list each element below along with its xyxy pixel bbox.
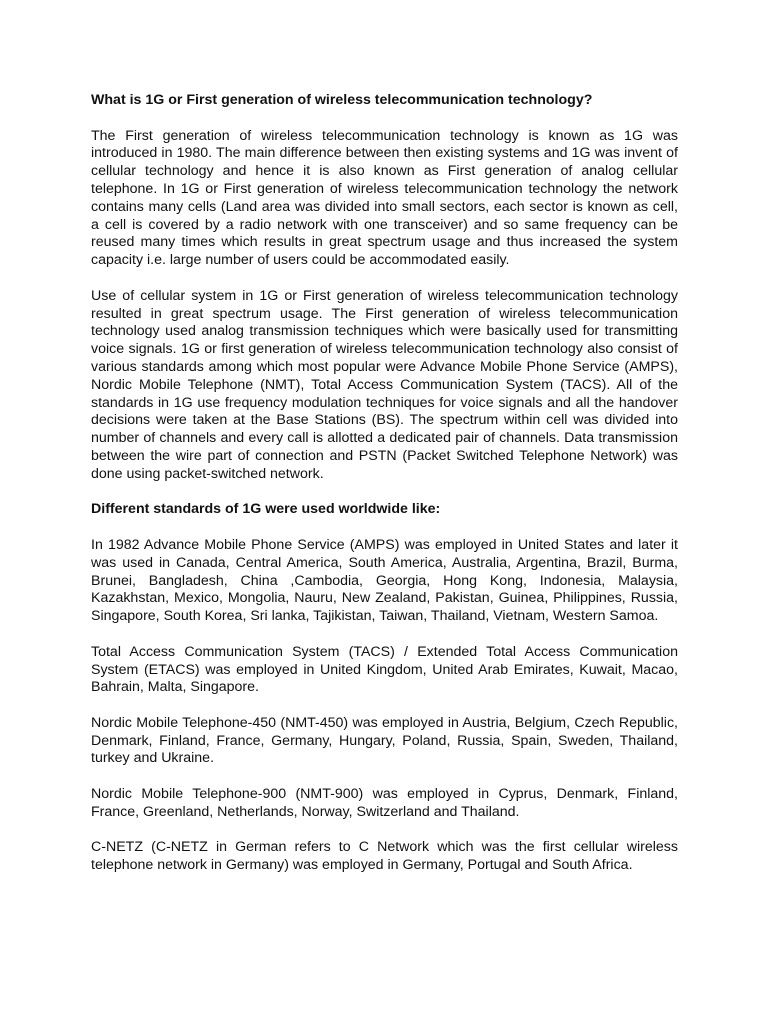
spacer xyxy=(91,697,678,715)
spacer xyxy=(91,270,678,288)
paragraph-nmt-450: Nordic Mobile Telephone-450 (NMT-450) was employed in Austria, Belgium, Czech Republic, Denmark, Finland, France, Germany, Hungary, Poland, Russia, Spain, Sweden, Thailand, turkey and Ukraine. xyxy=(91,714,678,767)
spacer xyxy=(91,519,678,537)
spacer xyxy=(91,626,678,644)
spacer xyxy=(91,110,678,128)
spacer xyxy=(91,768,678,786)
paragraph-nmt-900: Nordic Mobile Telephone-900 (NMT-900) was employed in Cyprus, Denmark, Finland, France, Greenland, Netherlands, Norway, Switzerland and Thailand. xyxy=(91,786,678,820)
paragraph-1g-introduction: The First generation of wireless telecommunication technology is known as 1G was introduced in 1980. The main difference between then existing systems and 1G was invent of cellular technology and hence it is also known as First generation of analog cellular telephone. In 1G or First generation of wireless telecommunication technology the network contains many cells (Land area was divided into small sectors, each sector is known as cell, a cell is covered by a radio network with one transceiver) and so same frequency can be reused many times which results in great spectrum usage and thus increased the system capacity i.e. large number of users could be accommodated easily. xyxy=(91,127,678,269)
paragraph-tacs: Total Access Communication System (TACS) / Extended Total Access Communication System (ETACS) was employed in United Kingdom, United Arab Emirates, Kuwait, Macao, Bahrain, Malta, Singapore. xyxy=(91,643,678,696)
paragraph-cellular-system: Use of cellular system in 1G or First generation of wireless telecommunication technology resulted in great spectrum usage. The First generation of wireless telecommunication technology used analog transmission techniques which were basically used for transmitting voice signals. 1G or first generation of wireless telecommunication technology also consist of various standards among which most popular were Advance Mobile Phone Service (AMPS), Nordic Mobile Telephone (NMT), Total Access Communication System (TACS). All of the standards in 1G use frequency modulation techniques for voice signals and all the handover decisions were taken at the Base Stations (BS). The spectrum within cell was divided into number of channels and every call is allotted a dedicated pair of channels. Data transmission between the wire part of connection and PSTN (Packet Switched Telephone Network) was done using packet-switched network. xyxy=(91,287,678,482)
paragraph-amps: In 1982 Advance Mobile Phone Service (AMPS) was employed in United States and later it was used in Canada, Central America, South America, Australia, Argentina, Brazil, Burma, Brunei, Bangladesh, China ,Cambodia, Georgia, Hong Kong, Indonesia, Malaysia, Kazakhstan, Mexico, Mongolia, Nauru, New Zealand, Pakistan, Guinea, Philippines, Russia, Singapore, South Korea, Sri lanka, Tajikistan, Taiwan, Thailand, Vietnam, Western Samoa. xyxy=(91,536,678,625)
spacer xyxy=(91,484,678,502)
heading-what-is-1g: What is 1G or First generation of wireless telecommunication technology? xyxy=(91,92,593,108)
paragraph-c-netz: C-NETZ (C-NETZ in German refers to C Network which was the first cellular wireless telephone network in Germany) was employed in Germany, Portugal and South Africa. xyxy=(91,839,678,874)
spacer xyxy=(91,822,678,840)
heading-different-standards: Different standards of 1G were used worldwide like: xyxy=(91,501,441,518)
